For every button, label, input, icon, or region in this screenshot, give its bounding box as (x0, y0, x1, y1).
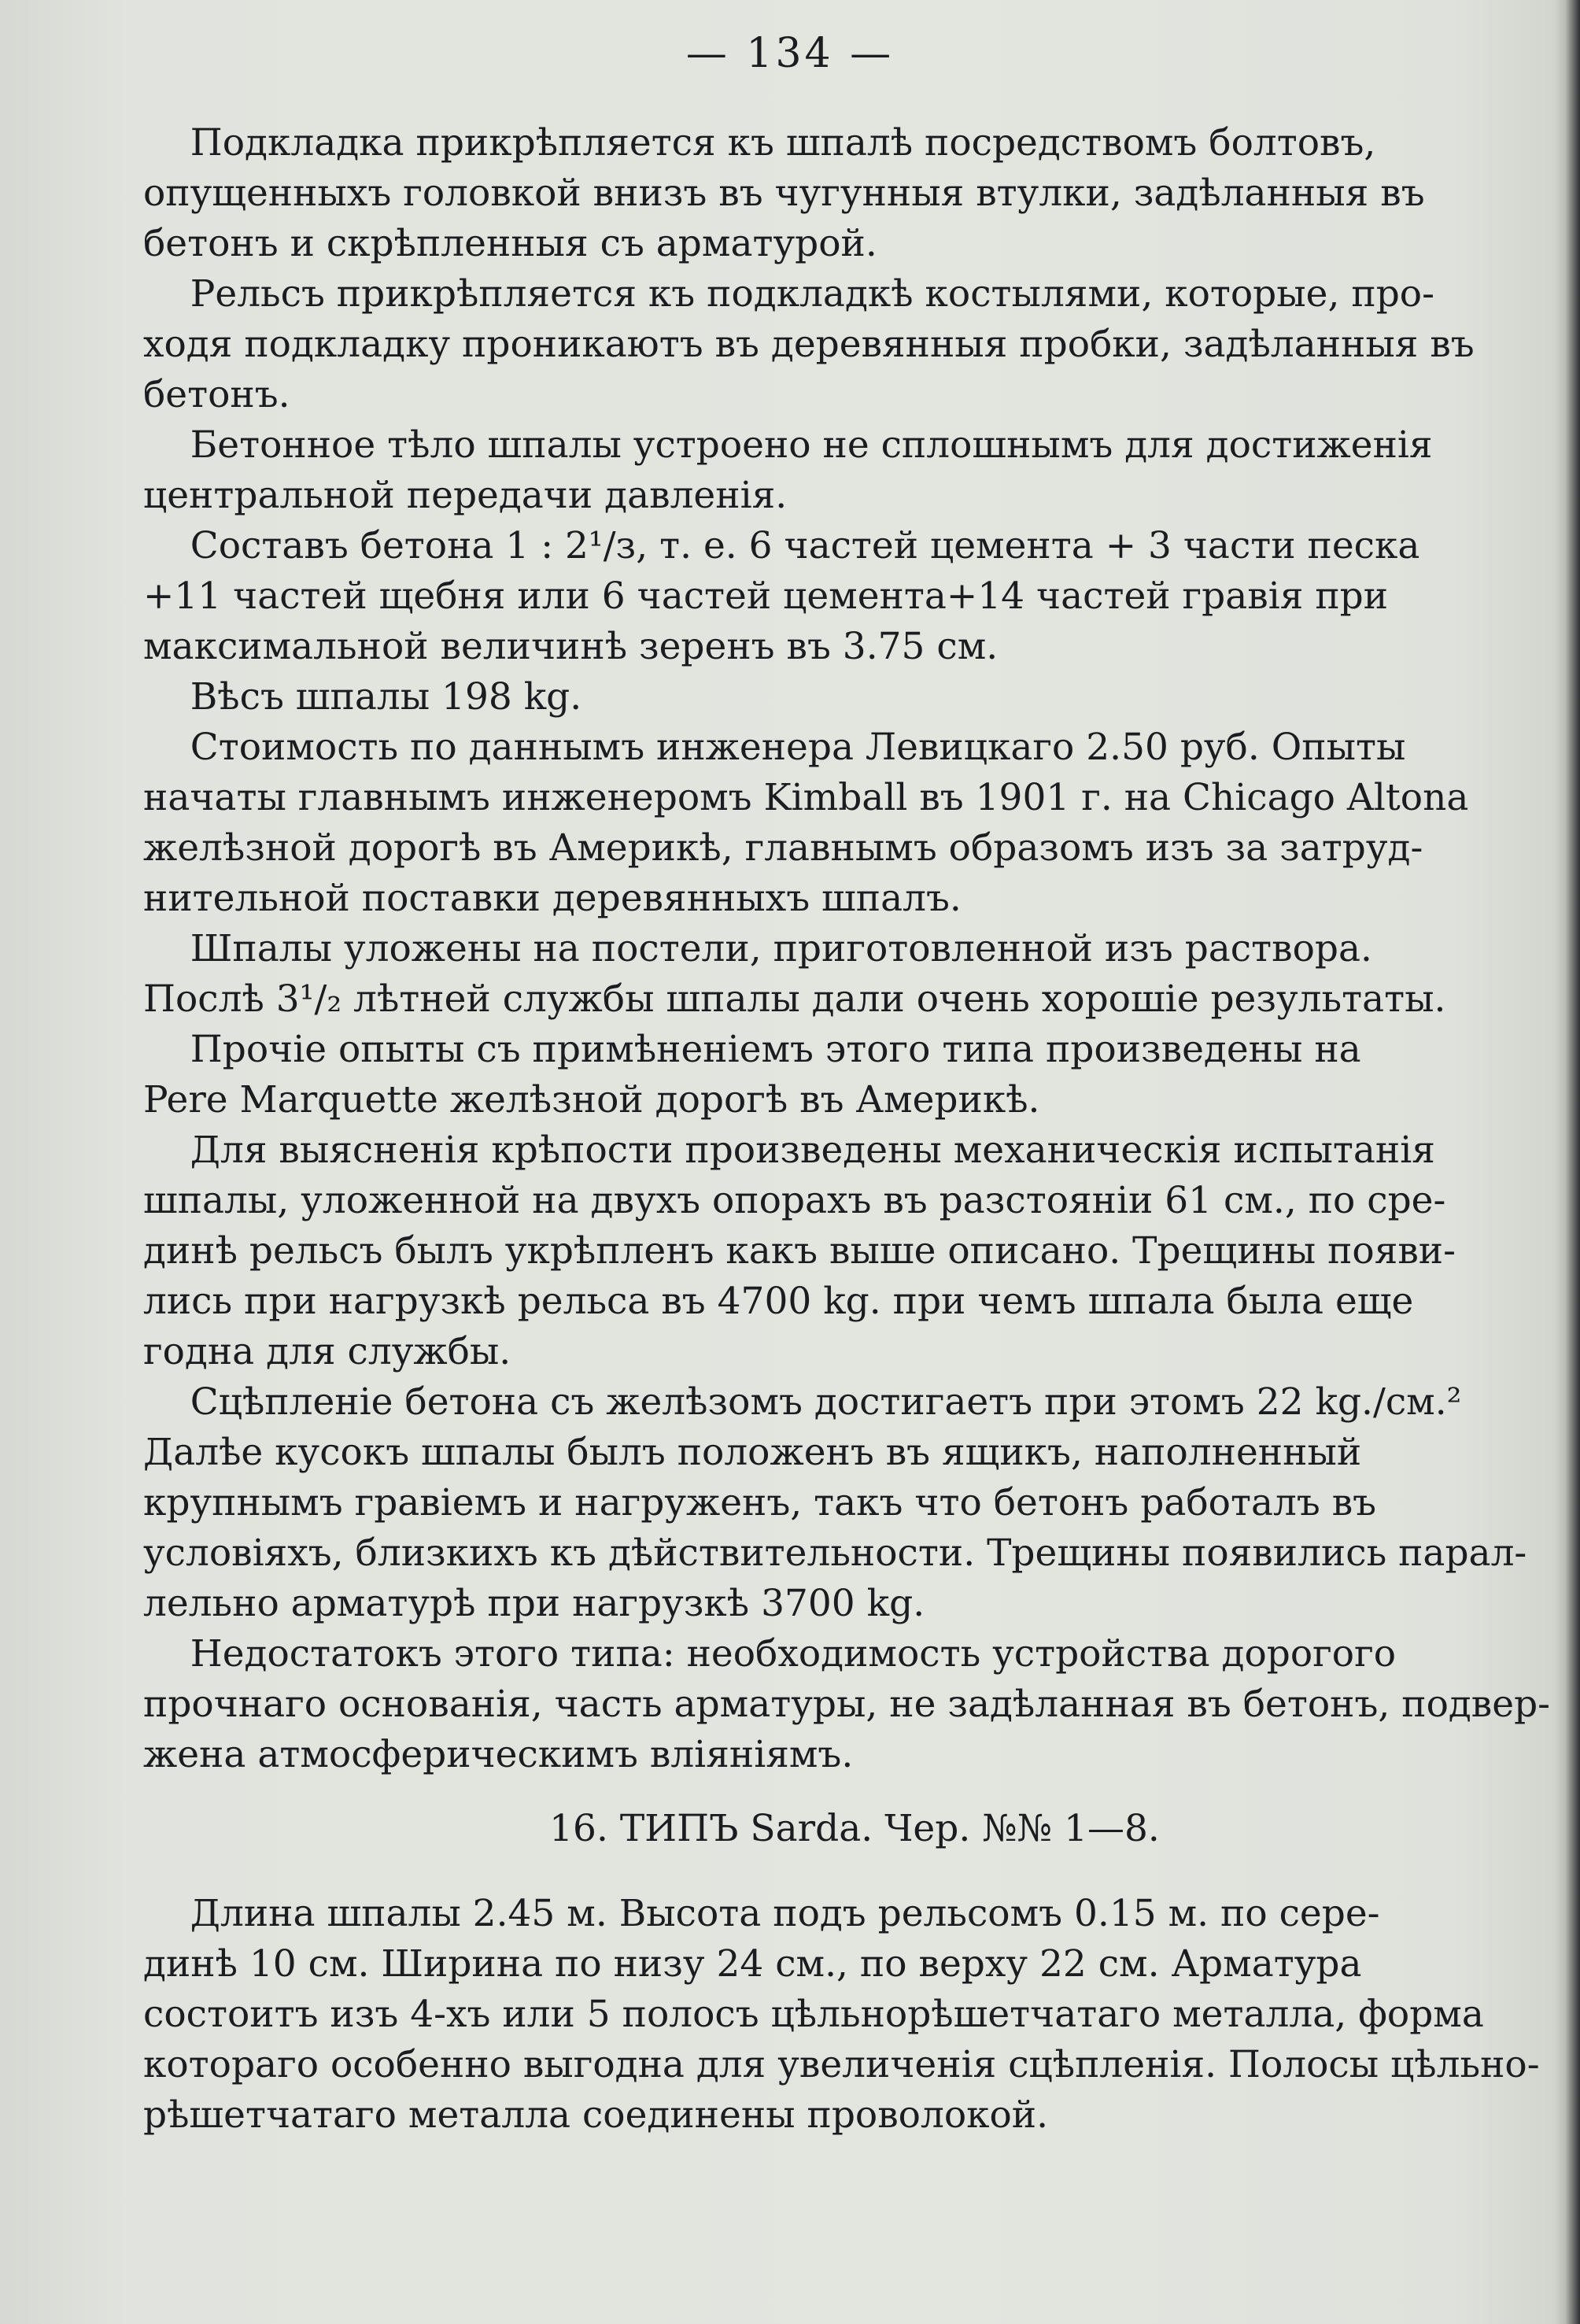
text-line: динѣ рельсъ былъ укрѣпленъ какъ выше описано. Трещины появи- (143, 1229, 1456, 1273)
text-line: Рельсъ прикрѣпляется къ подкладкѣ костылями, которые, про- (143, 272, 1434, 316)
text-line: Послѣ 3¹/₂ лѣтней службы шпалы дали очень хорошіе результаты. (143, 977, 1446, 1021)
section-heading: 16. ТИПЪ Sarda. Чер. №№ 1—8. (549, 1807, 1160, 1850)
text-line: жена атмосферическимъ вліяніямъ. (143, 1733, 854, 1776)
text-line: центральной передачи давленія. (143, 474, 788, 517)
text-line: бетонъ. (143, 373, 290, 416)
page-number: — 134 — (685, 30, 895, 77)
text-line: начаты главнымъ инженеромъ Kimball въ 1901 г. на Chicago Altona (143, 776, 1469, 819)
paragraph-10 (143, 1377, 1566, 1629)
text-line: бетонъ и скрѣпленныя съ арматурой. (143, 222, 877, 265)
text-line: крупнымъ гравіемъ и нагруженъ, такъ что бетонъ работалъ въ (143, 1481, 1377, 1524)
text-line: рѣшетчатаго металла соединены проволокой. (143, 2093, 1049, 2137)
text-line: желѣзной дорогѣ въ Америкѣ, главнымъ образомъ изъ за затруд- (143, 826, 1423, 870)
text-line: условіяхъ, близкихъ къ дѣйствительности. Трещины появились парал- (143, 1531, 1527, 1575)
text-line: Составъ бетона 1 : 2¹/з, т. е. 6 частей цемента + 3 части песка (143, 524, 1420, 567)
paragraph-4 (143, 521, 1566, 672)
paragraph-9 (143, 1125, 1566, 1377)
paragraph-7 (143, 924, 1566, 1025)
text-line: Шпалы уложены на постели, приготовленной изъ раствора. (143, 927, 1372, 970)
text-line: нительной поставки деревянныхъ шпалъ. (143, 877, 962, 920)
text-line: прочнаго основанія, часть арматуры, не задѣланная въ бетонъ, подвер- (143, 1683, 1551, 1726)
text-line: состоитъ изъ 4-хъ или 5 полосъ цѣльнорѣшетчатаго металла, форма (143, 1993, 1484, 2036)
text-line: динѣ 10 см. Ширина по низу 24 см., по верху 22 см. Арматура (143, 1942, 1362, 1986)
text-line: годна для службы. (143, 1330, 511, 1373)
paragraph-8 (143, 1025, 1566, 1125)
text-line: опущенныхъ головкой внизъ въ чугунныя втулки, задѣланныя въ (143, 172, 1425, 215)
text-line: +11 частей щебня или 6 частей цемента+14 частей гравія при (143, 575, 1389, 618)
text-line: Длина шпалы 2.45 м. Высота подъ рельсомъ 0.15 м. по сере- (143, 1892, 1380, 1935)
paragraph-3 (143, 420, 1566, 521)
paragraph-5 (143, 672, 1566, 722)
text-line: Сцѣпленіе бетона съ желѣзомъ достигаетъ при этомъ 22 kg./см.² (143, 1380, 1462, 1424)
paragraph-1 (143, 118, 1566, 269)
paragraph-2 (143, 269, 1566, 420)
text-line: лись при нагрузкѣ рельса въ 4700 kg. при чемъ шпала была еще (143, 1280, 1414, 1323)
text-line: Стоимость по даннымъ инженера Левицкаго 2.50 руб. Опыты (143, 726, 1406, 769)
text-line: котораго особенно выгодна для увеличенія сцѣпленія. Полосы цѣльно- (143, 2043, 1540, 2086)
text-line: максимальной величинѣ зеренъ въ 3.75 см. (143, 625, 999, 668)
text-line: Бетонное тѣло шпалы устроено не сплошнымъ для достиженія (143, 423, 1433, 467)
text-line: Недостатокъ этого типа: необходимость устройства дорогого (143, 1632, 1396, 1676)
paragraph-11 (143, 1629, 1566, 1780)
text-line: шпалы, уложенной на двухъ опорахъ въ разстояніи 61 см., по сре- (143, 1179, 1446, 1222)
text-line: ходя подкладку проникаютъ въ деревянныя пробки, задѣланныя въ (143, 323, 1475, 366)
text-line: Далѣе кусокъ шпалы былъ положенъ въ ящикъ, наполненный (143, 1431, 1362, 1474)
text-line: лельно арматурѣ при нагрузкѣ 3700 kg. (143, 1582, 925, 1625)
body-text (143, 118, 1566, 2141)
text-line: Подкладка прикрѣпляется къ шпалѣ посредствомъ болтовъ, (143, 121, 1376, 164)
text-line: Pere Marquette желѣзной дорогѣ въ Америкѣ. (143, 1078, 1040, 1121)
text-line: Для выясненія крѣпости произведены механическія испытанія (143, 1129, 1435, 1172)
text-line: Прочіе опыты съ примѣненіемъ этого типа произведены на (143, 1028, 1361, 1071)
final-paragraph (143, 1889, 1566, 2141)
text-line: Вѣсъ шпалы 198 kg. (143, 675, 582, 719)
paragraph-6 (143, 722, 1566, 924)
